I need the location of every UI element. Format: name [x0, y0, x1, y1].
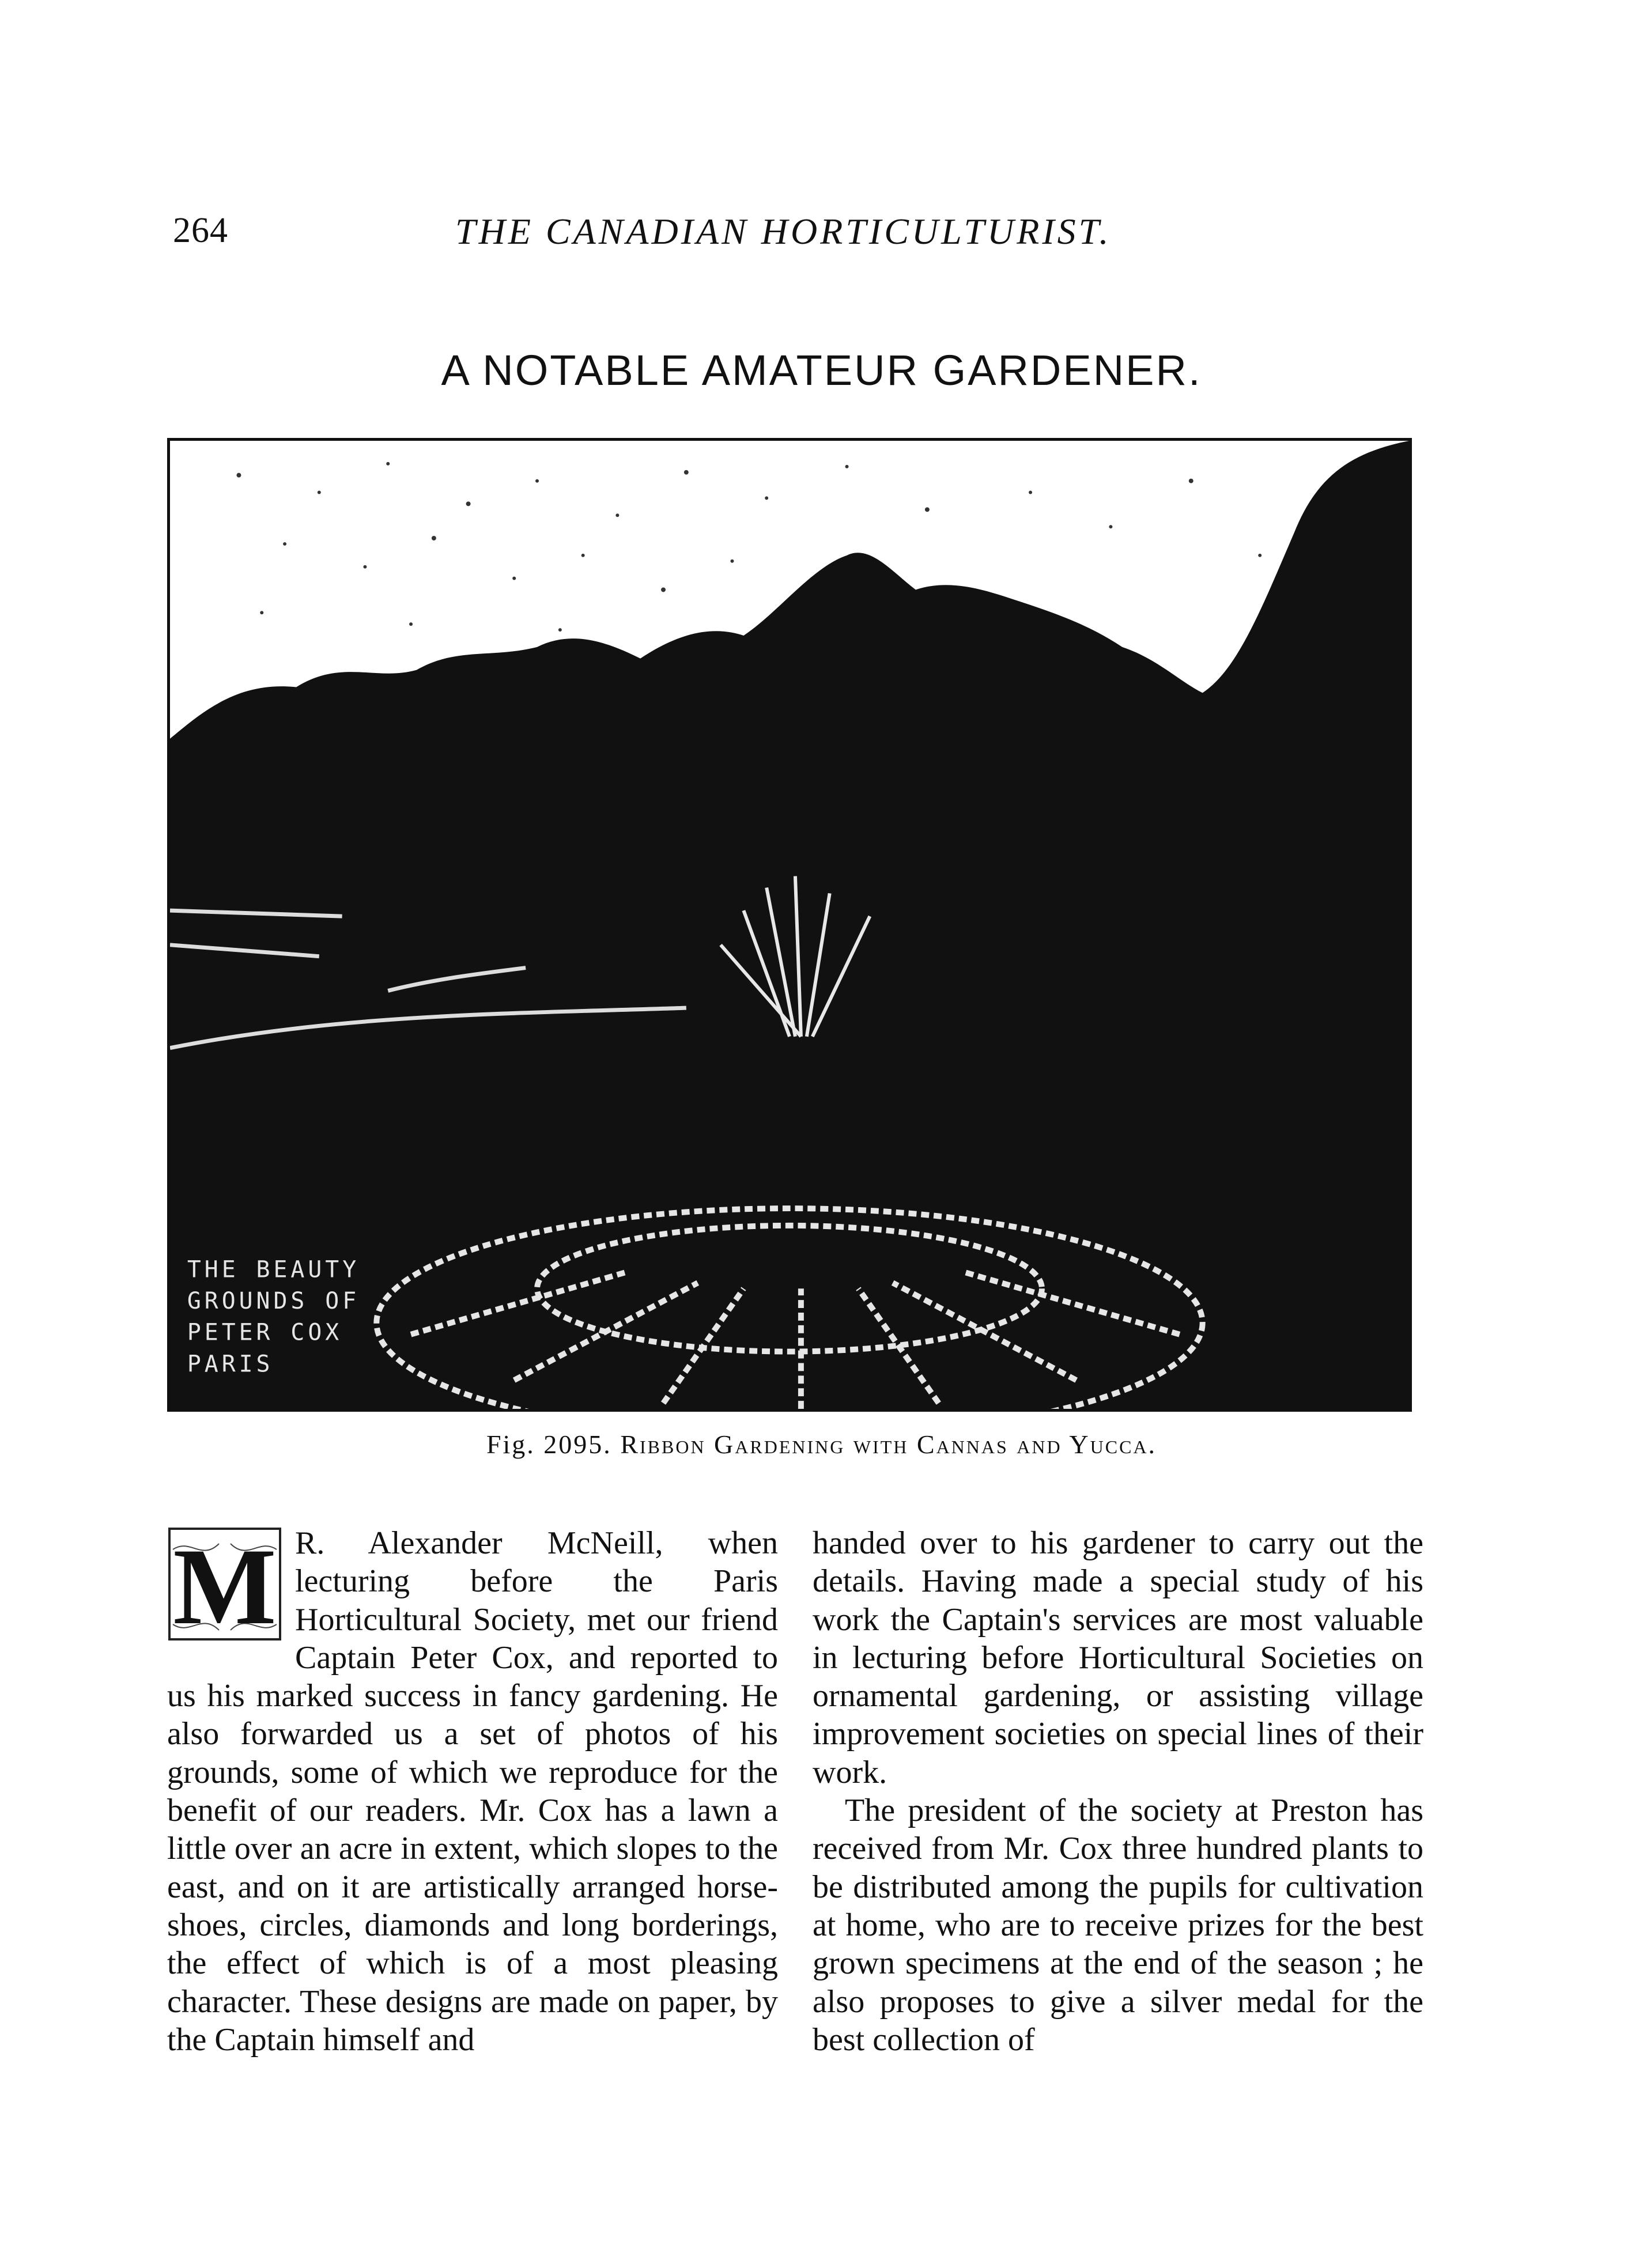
photo-inscription-line: THE BEAUTY [187, 1256, 360, 1283]
photo-inscription-line: PETER COX [187, 1319, 343, 1346]
photo-inscription-line: GROUNDS OF [187, 1288, 360, 1315]
drop-cap [167, 1526, 282, 1642]
page-number: 264 [173, 211, 228, 250]
figure-photo [167, 438, 1412, 1412]
text-column-left [167, 1524, 778, 2059]
figure-caption-number: Fig. 2095. [486, 1430, 612, 1459]
figure-caption-text: Ribbon Gardening with Cannas and Yucca. [620, 1430, 1157, 1459]
figure-caption [0, 1429, 1643, 1460]
running-title: THE CANADIAN HORTICULTURIST. [455, 211, 1112, 252]
ornamental-letter-m-icon [167, 1526, 282, 1642]
right-column-paragraph-2: The president of the society at Preston has received from Mr. Cox three hundred plants to be distributed among the pupils for cultivation at home, who are to receive prizes for the best grown specimens at the end of the season ; he also proposes to give a silver medal for the best collection of [813, 1793, 1423, 2058]
drop-cap-letter: M [173, 1526, 277, 1642]
garden-photo-illustration [170, 441, 1409, 1409]
photo-inscription-line: PARIS [187, 1351, 274, 1378]
text-column-right [813, 1524, 1423, 2059]
article-title: A NOTABLE AMATEUR GARDENER. [441, 346, 1202, 394]
left-column-paragraph: R. Alexander McNeill, when lecturing before the Paris Horticultural Society, met our friend Captain Peter Cox, and reported to us his marked success in fancy gardening. He also forwarded us a set of photos of his grounds, some of which we reproduce for the benefit of our readers. Mr. Cox has a lawn a little over an acre in extent, which slopes to the east, and on it are artistically arranged horse-shoes, circles, diamonds and long borderings, the effect of which is of a most pleasing character. These designs are made on paper, by the Captain himself and [167, 1525, 778, 2058]
right-column-paragraph-1: handed over to his gardener to carry out the details. Having made a special study of his work the Captain's services are most valuable in lecturing before Horticultural Societies on ornamental gardening, or assisting village improvement societies on special lines of their work. [813, 1525, 1423, 1790]
